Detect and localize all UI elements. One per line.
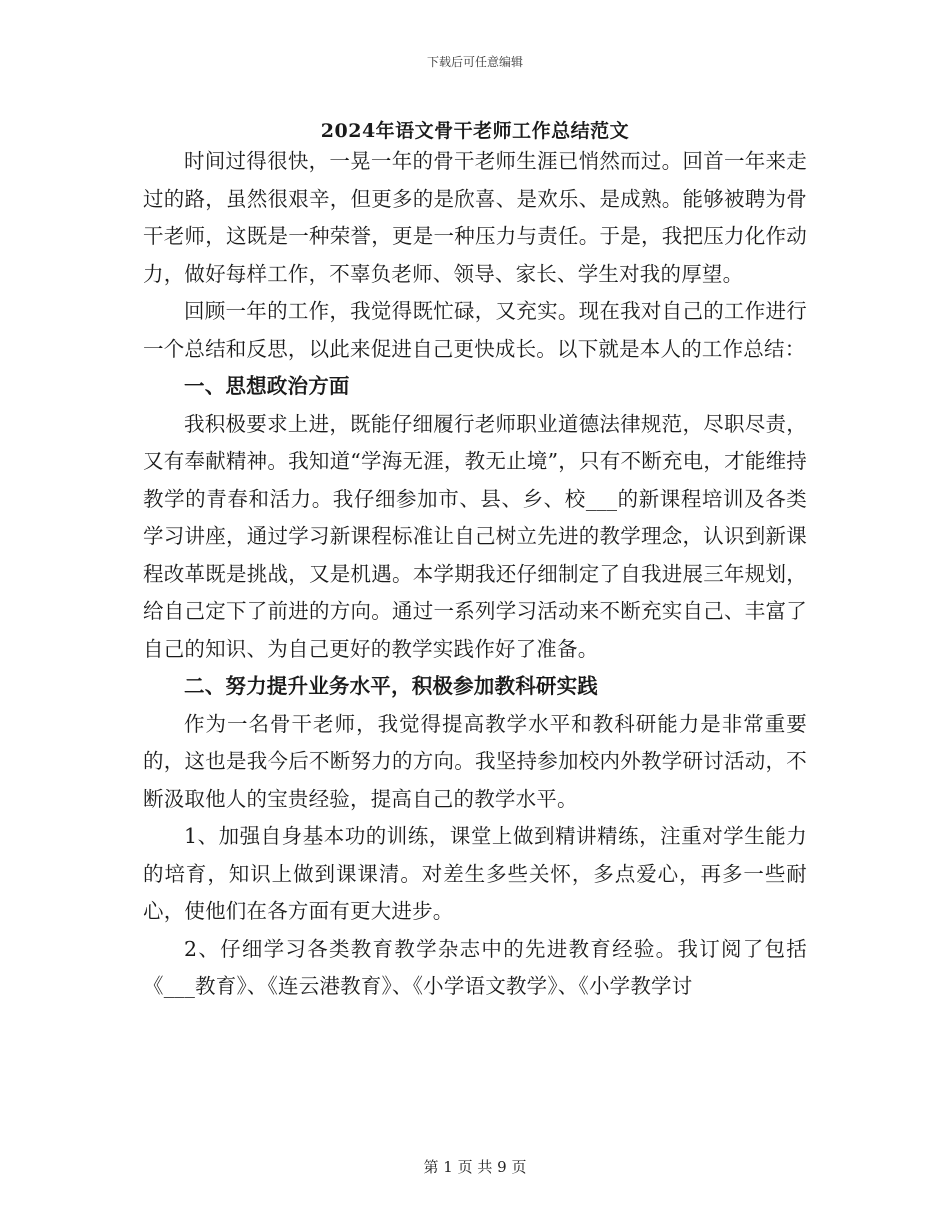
section-heading-1: 一、思想政治方面 xyxy=(184,374,350,398)
paragraph-item-1: 1、加强自身基本功的训练，课堂上做到精讲精练，注重对学生能力的培育，知识上做到课课清。对差生多些关怀，多点爱心，再多一些耐心，使他们在各方面有更大进步。 xyxy=(143,824,807,923)
page-footer: 第 1 页 共 9 页 xyxy=(423,1158,527,1176)
page-header: 下载后可任意编辑 xyxy=(426,55,523,69)
paragraph-ideology: 我积极要求上进，既能仔细履行老师职业道德法律规范，尽职尽责，又有奉献精神。我知道“学海无涯，教无止境”，只有不断充电，才能维持教学的青春和活力。我仔细参加市、县、乡、校___的新课程培训及各类学习讲座，通过学习新课程标准让自己树立先进的教学理念，认识到新课程改革既是挑战，又是机遇。本学期我还仔细制定了自我进展三年规划，给自己定下了前进的方向。通过一系列学习活动来不断充实自己、丰富了自己的知识、为自己更好的教学实践作好了准备。 xyxy=(143,411,807,661)
paragraph-professional: 作为一名骨干老师，我觉得提高教学水平和教科研能力是非常重要的，这也是我今后不断努力的方向。我坚持参加校内外教学研讨活动，不断汲取他人的宝贵经验，提高自己的教学水平。 xyxy=(143,711,807,811)
document-title: 2024年语文骨干老师工作总结范文 xyxy=(320,120,630,142)
section-heading-2: 二、努力提升业务水平，积极参加教科研实践 xyxy=(184,674,598,698)
paragraph-review: 回顾一年的工作，我觉得既忙碌，又充实。现在我对自己的工作进行一个总结和反思，以此来促进自己更快成长。以下就是本人的工作总结： xyxy=(143,299,807,361)
document-body xyxy=(143,143,807,1006)
paragraph-intro: 时间过得很快，一晃一年的骨干老师生涯已悄然而过。回首一年来走过的路，虽然很艰辛，但更多的是欣喜、是欢乐、是成熟。能够被聘为骨干老师，这既是一种荣誉，更是一种压力与责任。于是，我把压力化作动力，做好每样工作，不辜负老师、领导、家长、学生对我的厚望。 xyxy=(143,149,807,286)
paragraph-item-2: 2、仔细学习各类教育教学杂志中的先进教育经验。我订阅了包括《___教育》、《连云港教育》、《小学语文教学》、《小学教学讨 xyxy=(143,936,807,998)
